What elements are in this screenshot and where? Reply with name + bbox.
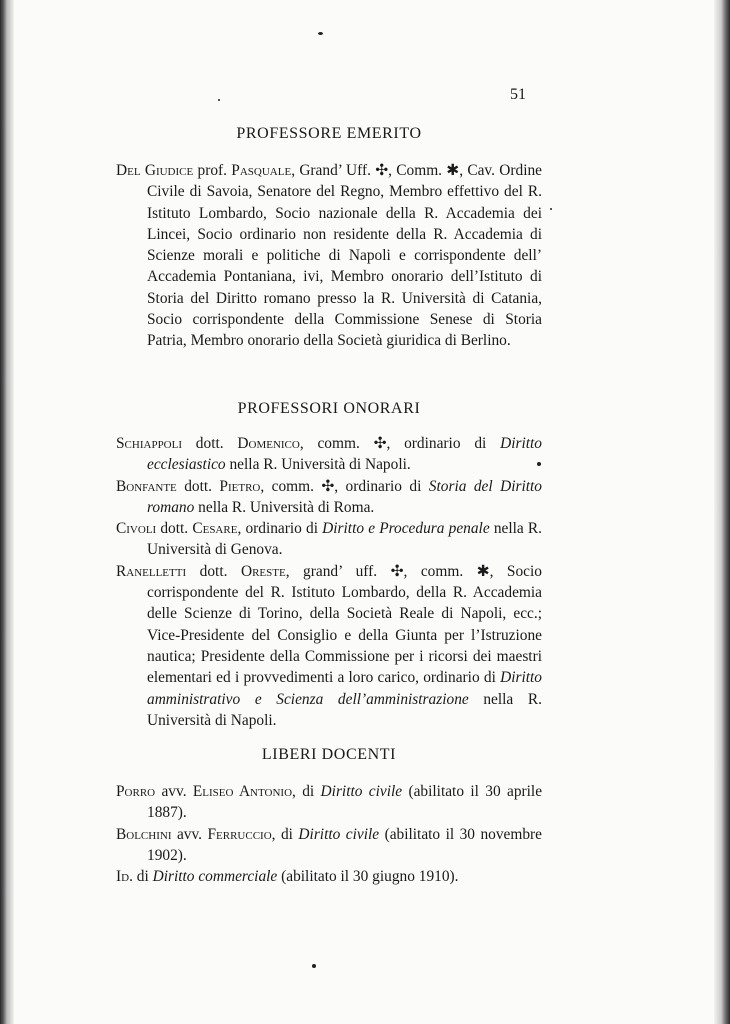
surname: Schiappoli	[116, 435, 183, 452]
speck	[312, 964, 316, 968]
subject: Diritto e Procedura penale	[322, 520, 490, 538]
surname: Id.	[116, 868, 133, 886]
surname: Bonfante	[116, 477, 177, 495]
entry-bonfante	[116, 476, 542, 519]
entry-bolchini	[116, 824, 542, 867]
entry-text: dott.	[186, 562, 241, 580]
speck	[318, 32, 323, 35]
entry-text: (abilitato il 30 novembre 1902).	[147, 825, 542, 864]
first-name: Pietro	[219, 477, 261, 495]
subject: Diritto ecclesiastico	[147, 435, 542, 474]
entry-text: nella R. Università di Roma.	[194, 498, 375, 516]
surname: Ranelletti	[116, 562, 187, 580]
entries-liberi-docenti	[116, 781, 542, 887]
entry-ranelletti	[116, 561, 542, 731]
scan-edge-right	[714, 0, 730, 1024]
entry-text: , di	[271, 825, 299, 843]
subject: Storia del Diritto romano	[147, 477, 542, 516]
first-name: Ferruccio	[207, 825, 272, 843]
entry-text: avv.	[155, 783, 193, 800]
entries-onorari	[116, 433, 542, 731]
first-name: Pasquale	[231, 162, 292, 179]
entry-text: di	[132, 868, 153, 886]
entry-text: , comm. ✣, ordinario di	[299, 435, 501, 452]
entry-schiappoli	[116, 433, 542, 476]
scan-edge-left	[0, 0, 14, 1024]
subject: Diritto civile	[298, 825, 380, 843]
surname: Civoli	[116, 520, 157, 538]
first-name: Cesare	[192, 520, 238, 538]
entry-text: avv.	[171, 825, 208, 843]
entry-text: nella R. Università di Genova.	[147, 520, 542, 559]
surname: Bolchini	[116, 825, 172, 843]
entry-civoli	[116, 518, 542, 561]
first-name: Domenico	[237, 435, 300, 452]
entry-text: dott.	[182, 435, 238, 452]
speck	[218, 99, 220, 101]
entry-porro	[116, 781, 542, 824]
section-heading-liberi-docenti: LIBERI DOCENTI	[261, 746, 397, 763]
speck	[550, 208, 552, 210]
entry-text: , grand’ uff. ✣, comm. ✱, Socio corrispondente del R. Istituto Lombardo, della R. Accademia delle Scienze di Torino, della Società Reale di Napoli, ecc.; Vice-Presidente del Consiglio e della Giunta per l’Istruzione nautica; Presidente della Commissione per i ricorsi dei maestri elementari ed i provvedimenti a loro carico, ordinario di	[147, 562, 542, 687]
entry-del-giudice	[116, 160, 542, 352]
entry-text: , ordinario di	[237, 520, 323, 538]
entry-text: dott.	[176, 477, 220, 495]
entry-text: (abilitato il 30 aprile 1887).	[147, 783, 543, 822]
entry-text: , di	[292, 783, 321, 800]
subject: Diritto amministrativo e Scienza dell’amministrazione	[147, 669, 542, 708]
section-heading-emerito: PROFESSORE EMERITO	[236, 125, 422, 142]
first-name: Eliseo Antonio	[192, 783, 293, 800]
entries-emerito	[116, 160, 542, 352]
entry-text: nella R. Università di Napoli.	[225, 456, 411, 474]
entry-text: , Grand’ Uff. ✣, Comm. ✱, Cav. Ordine Civile di Savoia, Senatore del Regno, Membro effettivo del R. Istituto Lombardo, Socio nazionale della R. Accademia dei Lincei, Socio ordinario non residente della R. Accademia di Scienze morali e politiche di Napoli e corrispondente dell’ Accademia Pontaniana, ivi, Membro onorario dell’Istituto di Storia del Diritto romano presso la R. Università di Catania, Socio corrispondente della Commissione Senese di Storia Patria, Membro onorario della Società giuridica di Berlino.	[147, 162, 542, 350]
subject: Diritto civile	[320, 783, 403, 800]
page-number: 51	[510, 86, 526, 103]
entry-text: dott.	[156, 520, 193, 538]
first-name: Oreste	[240, 562, 286, 580]
surname: Del Giudice	[116, 162, 194, 179]
entry-text: nella R. Università di Napoli.	[147, 690, 543, 729]
surname: Porro	[116, 783, 156, 800]
subject: Diritto commerciale	[152, 868, 278, 886]
entry-text: , comm. ✣, ordinario di	[260, 477, 429, 495]
entry-text: prof.	[193, 162, 232, 179]
entry-text: (abilitato il 30 giugno 1910).	[277, 868, 459, 886]
section-heading-onorari: PROFESSORI ONORARI	[237, 400, 421, 417]
entry-id	[116, 866, 542, 887]
